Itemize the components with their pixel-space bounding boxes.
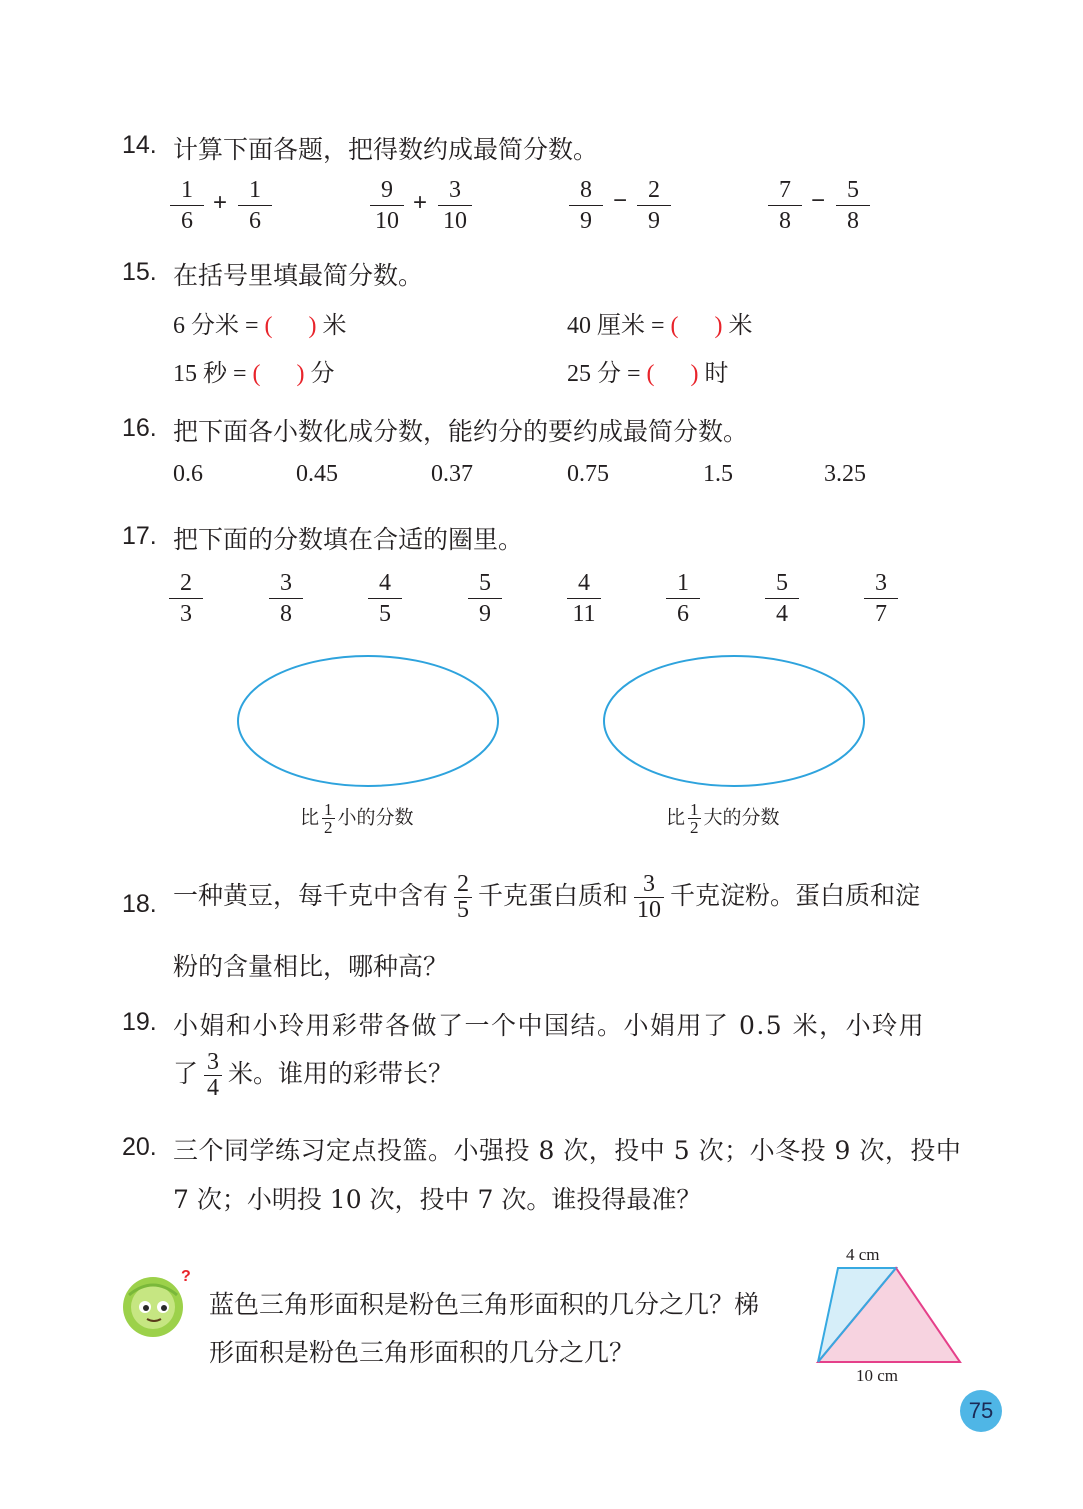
fraction: 5 8 (836, 176, 870, 235)
bottom-base-label: 10 cm (856, 1366, 899, 1385)
q20-line2: 7 次；小明投 10 次，投中 7 次。谁投得最准？ (173, 1185, 702, 1214)
fraction-item: 2 3 (169, 569, 203, 628)
q18-number: 18. (122, 890, 157, 918)
q17-number: 17. (122, 522, 157, 550)
caption-greater-than-half: 比 $\frac{1}{2}$ 大的分数 (666, 800, 780, 837)
fraction-item: 5 4 (765, 569, 799, 628)
fraction-item: 4 11 (567, 569, 601, 628)
q18-line1: 一种黄豆，每千克中含有 $\frac{2}{5}$ 千克蛋白质和 $\frac{3}{10}$ 千克淀粉。蛋白质和淀 (173, 871, 921, 923)
q20-line1: 三个同学练习定点投篮。小强投 8 次，投中 5 次；小冬投 9 次，投中 (173, 1136, 962, 1165)
trapezoid-diagram (810, 1260, 970, 1370)
q15-item-3: 15 秒 = ( ) 分 (173, 361, 335, 387)
fraction-item: 3 8 (269, 569, 303, 628)
q18-line2: 粉的含量相比，哪种高？ (173, 952, 449, 981)
fraction-item: 5 9 (468, 569, 502, 628)
q15-item-2: 40 厘米 = ( ) 米 (567, 313, 753, 339)
bonus-line2: 形面积是粉色三角形面积的几分之几？ (209, 1338, 635, 1367)
decimal-item: 0.37 (431, 461, 473, 487)
q15-item-4: 25 分 = ( ) 时 (567, 361, 729, 387)
fraction: 1 6 (170, 176, 204, 235)
q14-number: 14. (122, 131, 157, 159)
fraction: 9 10 (370, 176, 404, 235)
fraction: 1 6 (238, 176, 272, 235)
operator: + (413, 189, 428, 216)
q17-text: 把下面的分数填在合适的圈里。 (173, 525, 524, 554)
q16-text: 把下面各小数化成分数，能约分的要约成最简分数。 (173, 417, 749, 446)
cabbage-mascot-icon (115, 1265, 195, 1345)
fraction-item: 1 6 (666, 569, 700, 628)
q19-line1: 小娟和小玲用彩带各做了一个中国结。小娟用了 0.5 米，小玲用 (173, 1011, 926, 1040)
fraction-item: 4 5 (368, 569, 402, 628)
decimal-item: 0.75 (567, 461, 609, 487)
fraction: 8 9 (569, 176, 603, 235)
q19-line2: 了 $\frac{3}{4}$ 米。谁用的彩带长？ (173, 1049, 454, 1101)
ellipse-greater-than-half (604, 656, 864, 786)
ellipse-less-than-half (238, 656, 498, 786)
fraction: 2 9 (637, 176, 671, 235)
q15-item-1: 6 分米 = ( ) 米 (173, 313, 347, 339)
decimal-item: 3.25 (824, 461, 866, 487)
bonus-line1: 蓝色三角形面积是粉色三角形面积的几分之几？梯 (209, 1290, 760, 1319)
svg-text:?: ? (181, 1268, 191, 1285)
fraction-item: 3 7 (864, 569, 898, 628)
decimal-item: 0.45 (296, 461, 338, 487)
q15-text: 在括号里填最简分数。 (173, 261, 424, 290)
operator: − (613, 187, 628, 214)
decimal-item: 1.5 (703, 461, 733, 487)
q14-text: 计算下面各题，把得数约成最简分数。 (173, 135, 599, 164)
q19-number: 19. (122, 1008, 157, 1036)
fraction: 3 10 (438, 176, 472, 235)
q15-number: 15. (122, 258, 157, 286)
fraction: 7 8 (768, 176, 802, 235)
top-base-label: 4 cm (846, 1245, 880, 1264)
decimal-item: 0.6 (173, 461, 203, 487)
q20-number: 20. (122, 1133, 157, 1161)
operator: − (811, 187, 826, 214)
operator: + (213, 189, 228, 216)
page-number-badge: 75 (960, 1390, 1002, 1432)
q16-number: 16. (122, 414, 157, 442)
caption-less-than-half: 比 $\frac{1}{2}$ 小的分数 (300, 800, 414, 837)
